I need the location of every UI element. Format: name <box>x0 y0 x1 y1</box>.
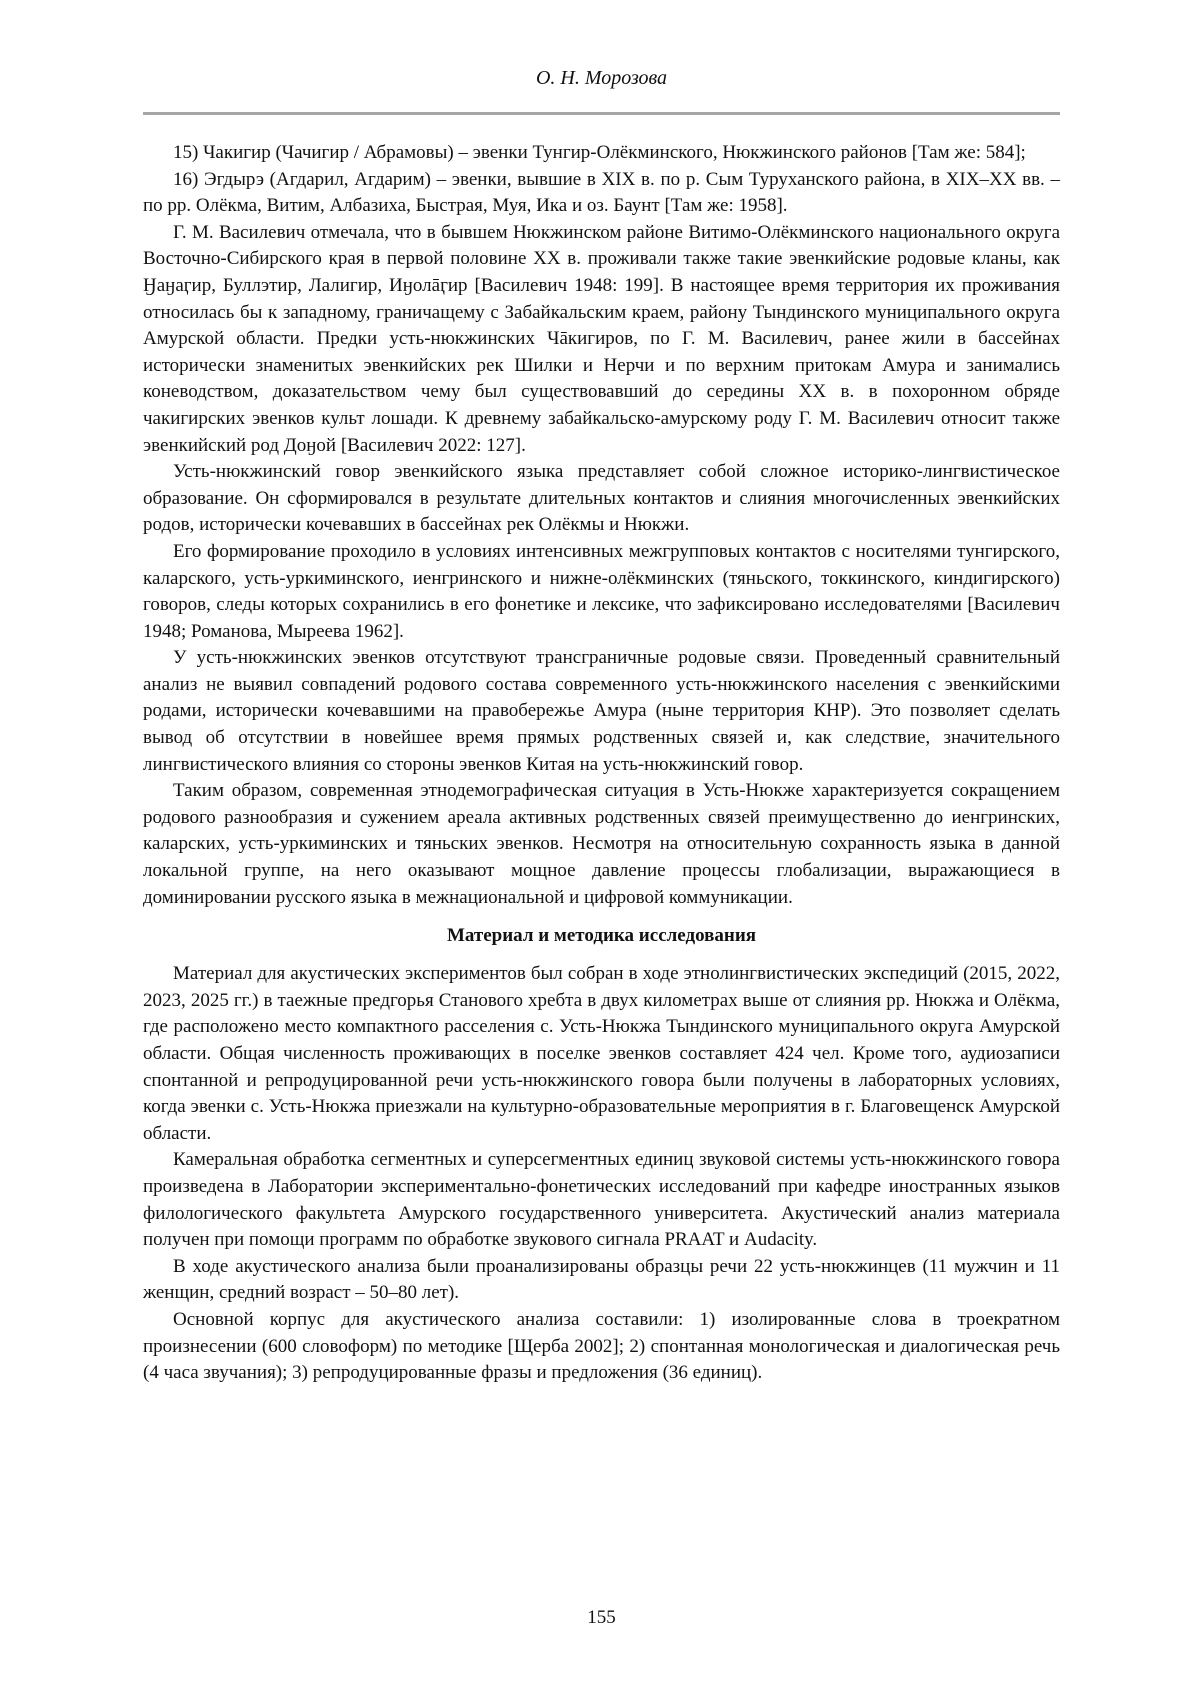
paragraph-speakers: В ходе акустического анализа были проанализированы образцы речи 22 усть-нюкжинцев (11 мужчин и 11 женщин, средний возраст – 50–80 лет). <box>143 1255 1060 1304</box>
paragraph-cross-border: У усть-нюкжинских эвенков отсутствуют трансграничные родовые связи. Проведенный сравнительный анализ не выявил совпадений родового состава современного усть-нюкжинского населения с эвенкийскими родами, исторически кочевавшими на правобережье Амура (ныне территория КНР). Это позволяет сделать вывод об отсутствии в новейшее время прямых родственных связей и, как следствие, значительного лингвистического влияния со стороны эвенков Китая на усть-нюкжинский говор. <box>143 647 1060 775</box>
running-title: О. Н. Морозова <box>535 67 668 89</box>
paragraph-material: Материал для акустических экспериментов был собран в ходе этнолингвистических экспедиций (2015, 2022, 2023, 2025 гг.) в таежные предгорья Станового хребта в двух километрах выше от слияния рр. Нюкжа и Олёкма, где расположено место компактного расселения с. Усть-Нюкжа Тындинского муниципального округа Амурской области. Общая численность проживающих в поселке эвенков составляет 424 чел. Кроме того, аудиозаписи спонтанной и репродуцированной речи усть-нюкжинского говора были получены в лабораторных условиях, когда эвенки с. Усть-Нюкжа приезжали на культурно-образовательные мероприятия в г. Благовещенск Амурской области. <box>143 963 1060 1144</box>
article-body <box>143 140 1060 1387</box>
section-heading: Материал и методика исследования <box>446 925 757 947</box>
paragraph-corpus: Основной корпус для акустического анализа составили: 1) изолированные слова в троекратном произнесении (600 словоформ) по методике [Щерба 2002]; 2) спонтанная монологическая и диалогическая речь (4 часа звучания); 3) репродуцированные фразы и предложения (36 единиц). <box>143 1308 1060 1384</box>
paragraph-dialect-formation: Усть-нюкжинский говор эвенкийского языка представляет собой сложное историко-лингвистическое образование. Он сформировался в результате длительных контактов и слияния многочисленных эвенкийских родов, исторически кочевавших в бассейнах рек Олёкмы и Нюкжи. <box>143 461 1060 536</box>
paragraph-list-item-15: 15) Чакигир (Чачигир / Абрамовы) – эвенки Тунгир-Олёкминского, Нюкжинского районов [Там же: 584]; <box>173 142 1026 163</box>
paragraph-vasilevich-clans: Г. М. Василевич отмечала, что в бывшем Нюкжинском районе Витимо-Олёкминского национального округа Восточно-Сибирского края в первой половине XX в. проживали также такие эвенкийские родовые кланы, как Ӈаӈаӷир, Буллэтир, Лалигир, Иӈолāӷир [Василевич 1948: 199]. В настоящее время территория их проживания относилась бы к западному, граничащему с Забайкальским краем, району Тындинского муниципального округа Амурской области. Предки усть-нюкжинских Чāкигиров, по Г. М. Василевич, ранее жили в бассейнах исторически знаменитых эвенкийских рек Шилки и Нерчи и по верхним притокам Амура и занимались коневодством, доказательством чему был существовавший до середины XX в. в похоронном обряде чакигирских эвенков культ лошади. К древнему забайкальско-амурскому роду Г. М. Василевич относит также эвенкийский род Доӈой [Василевич 2022: 127]. <box>143 221 1060 456</box>
paragraph-conclusion: Таким образом, современная этнодемографическая ситуация в Усть-Нюкже характеризуется сокращением родового разнообразия и сужением ареала активных родственных связей преимущественно до иенгринских, каларских, усть-уркиминских и тяньских эвенков. Несмотря на относительную сохранность языка в данной локальной группе, на него оказывают мощное давление процессы глобализации, выражающиеся в доминировании русского языка в межнациональной и цифровой коммуникации. <box>143 780 1060 908</box>
paragraph-processing: Камеральная обработка сегментных и суперсегментных единиц звуковой системы усть-нюкжинского говора произведена в Лаборатории экспериментально-фонетических исследований при кафедре иностранных языков филологического факультета Амурского государственного университета. Акустический анализ материала получен при помощи программ по обработке звукового сигнала PRAAT и Audacity. <box>143 1149 1060 1251</box>
paragraph-list-item-16: 16) Эгдырэ (Агдарил, Агдарим) – эвенки, вывшие в XIX в. по р. Сым Туруханского района, в XIX–XX вв. – по рр. Олёкма, Витим, Албазиха, Быстрая, Муя, Ика и оз. Баунт [Там же: 1958]. <box>143 168 1060 217</box>
header-rule <box>143 112 1060 115</box>
page-number: 155 <box>587 1607 616 1628</box>
paragraph-contacts: Его формирование проходило в условиях интенсивных межгрупповых контактов с носителями тунгирского, каларского, усть-уркиминского, иенгринского и нижне-олёкминских (тяньского, токкинского, киндигирского) говоров, следы которых сохранились в его фонетике и лексике, что зафиксировано исследователями [Василевич 1948; Романова, Мыреева 1962]. <box>143 540 1060 642</box>
